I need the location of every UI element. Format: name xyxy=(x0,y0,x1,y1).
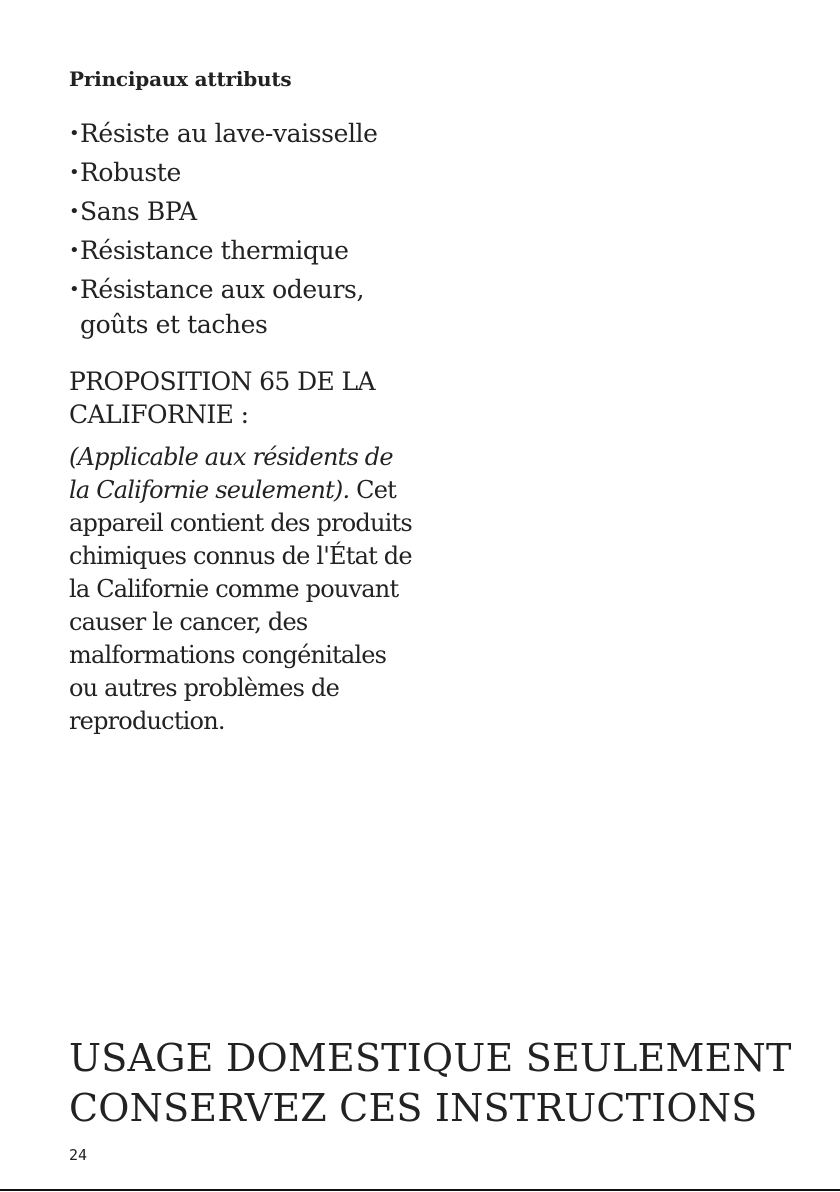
attribute-item-durable: • Robuste xyxy=(69,155,409,190)
bottom-rule xyxy=(0,1189,840,1191)
proposition-65-heading: PROPOSITION 65 DE LA CALIFORNIE : xyxy=(69,367,375,429)
household-use-notice: USAGE DOMESTIQUE SEULEMENT xyxy=(69,1036,792,1080)
attribute-item-dishwasher: • Résiste au lave-vaisselle xyxy=(69,116,409,151)
proposition-65-applicability: (Applicable aux résidents de la Californie seulement). xyxy=(69,443,393,504)
proposition-65-warning: Cet appareil contient des produits chimiques connus de l'État de la Californie comme pouvant causer le cancer, des malformations congénitales ou autres problèmes de reproduction. xyxy=(69,476,412,735)
attribute-item-odor-resistant: • Résistance aux odeurs, goûts et taches xyxy=(69,272,409,342)
attribute-item-heat-resistant: • Résistance thermique xyxy=(69,233,409,268)
page-number: 24 xyxy=(69,1146,88,1164)
attribute-item-bpa-free: • Sans BPA xyxy=(69,194,409,229)
proposition-65-text xyxy=(69,441,419,738)
attributes-heading: Principaux attributs xyxy=(69,67,292,91)
attributes-list xyxy=(69,116,409,346)
save-instructions-notice: CONSERVEZ CES INSTRUCTIONS xyxy=(69,1086,758,1130)
